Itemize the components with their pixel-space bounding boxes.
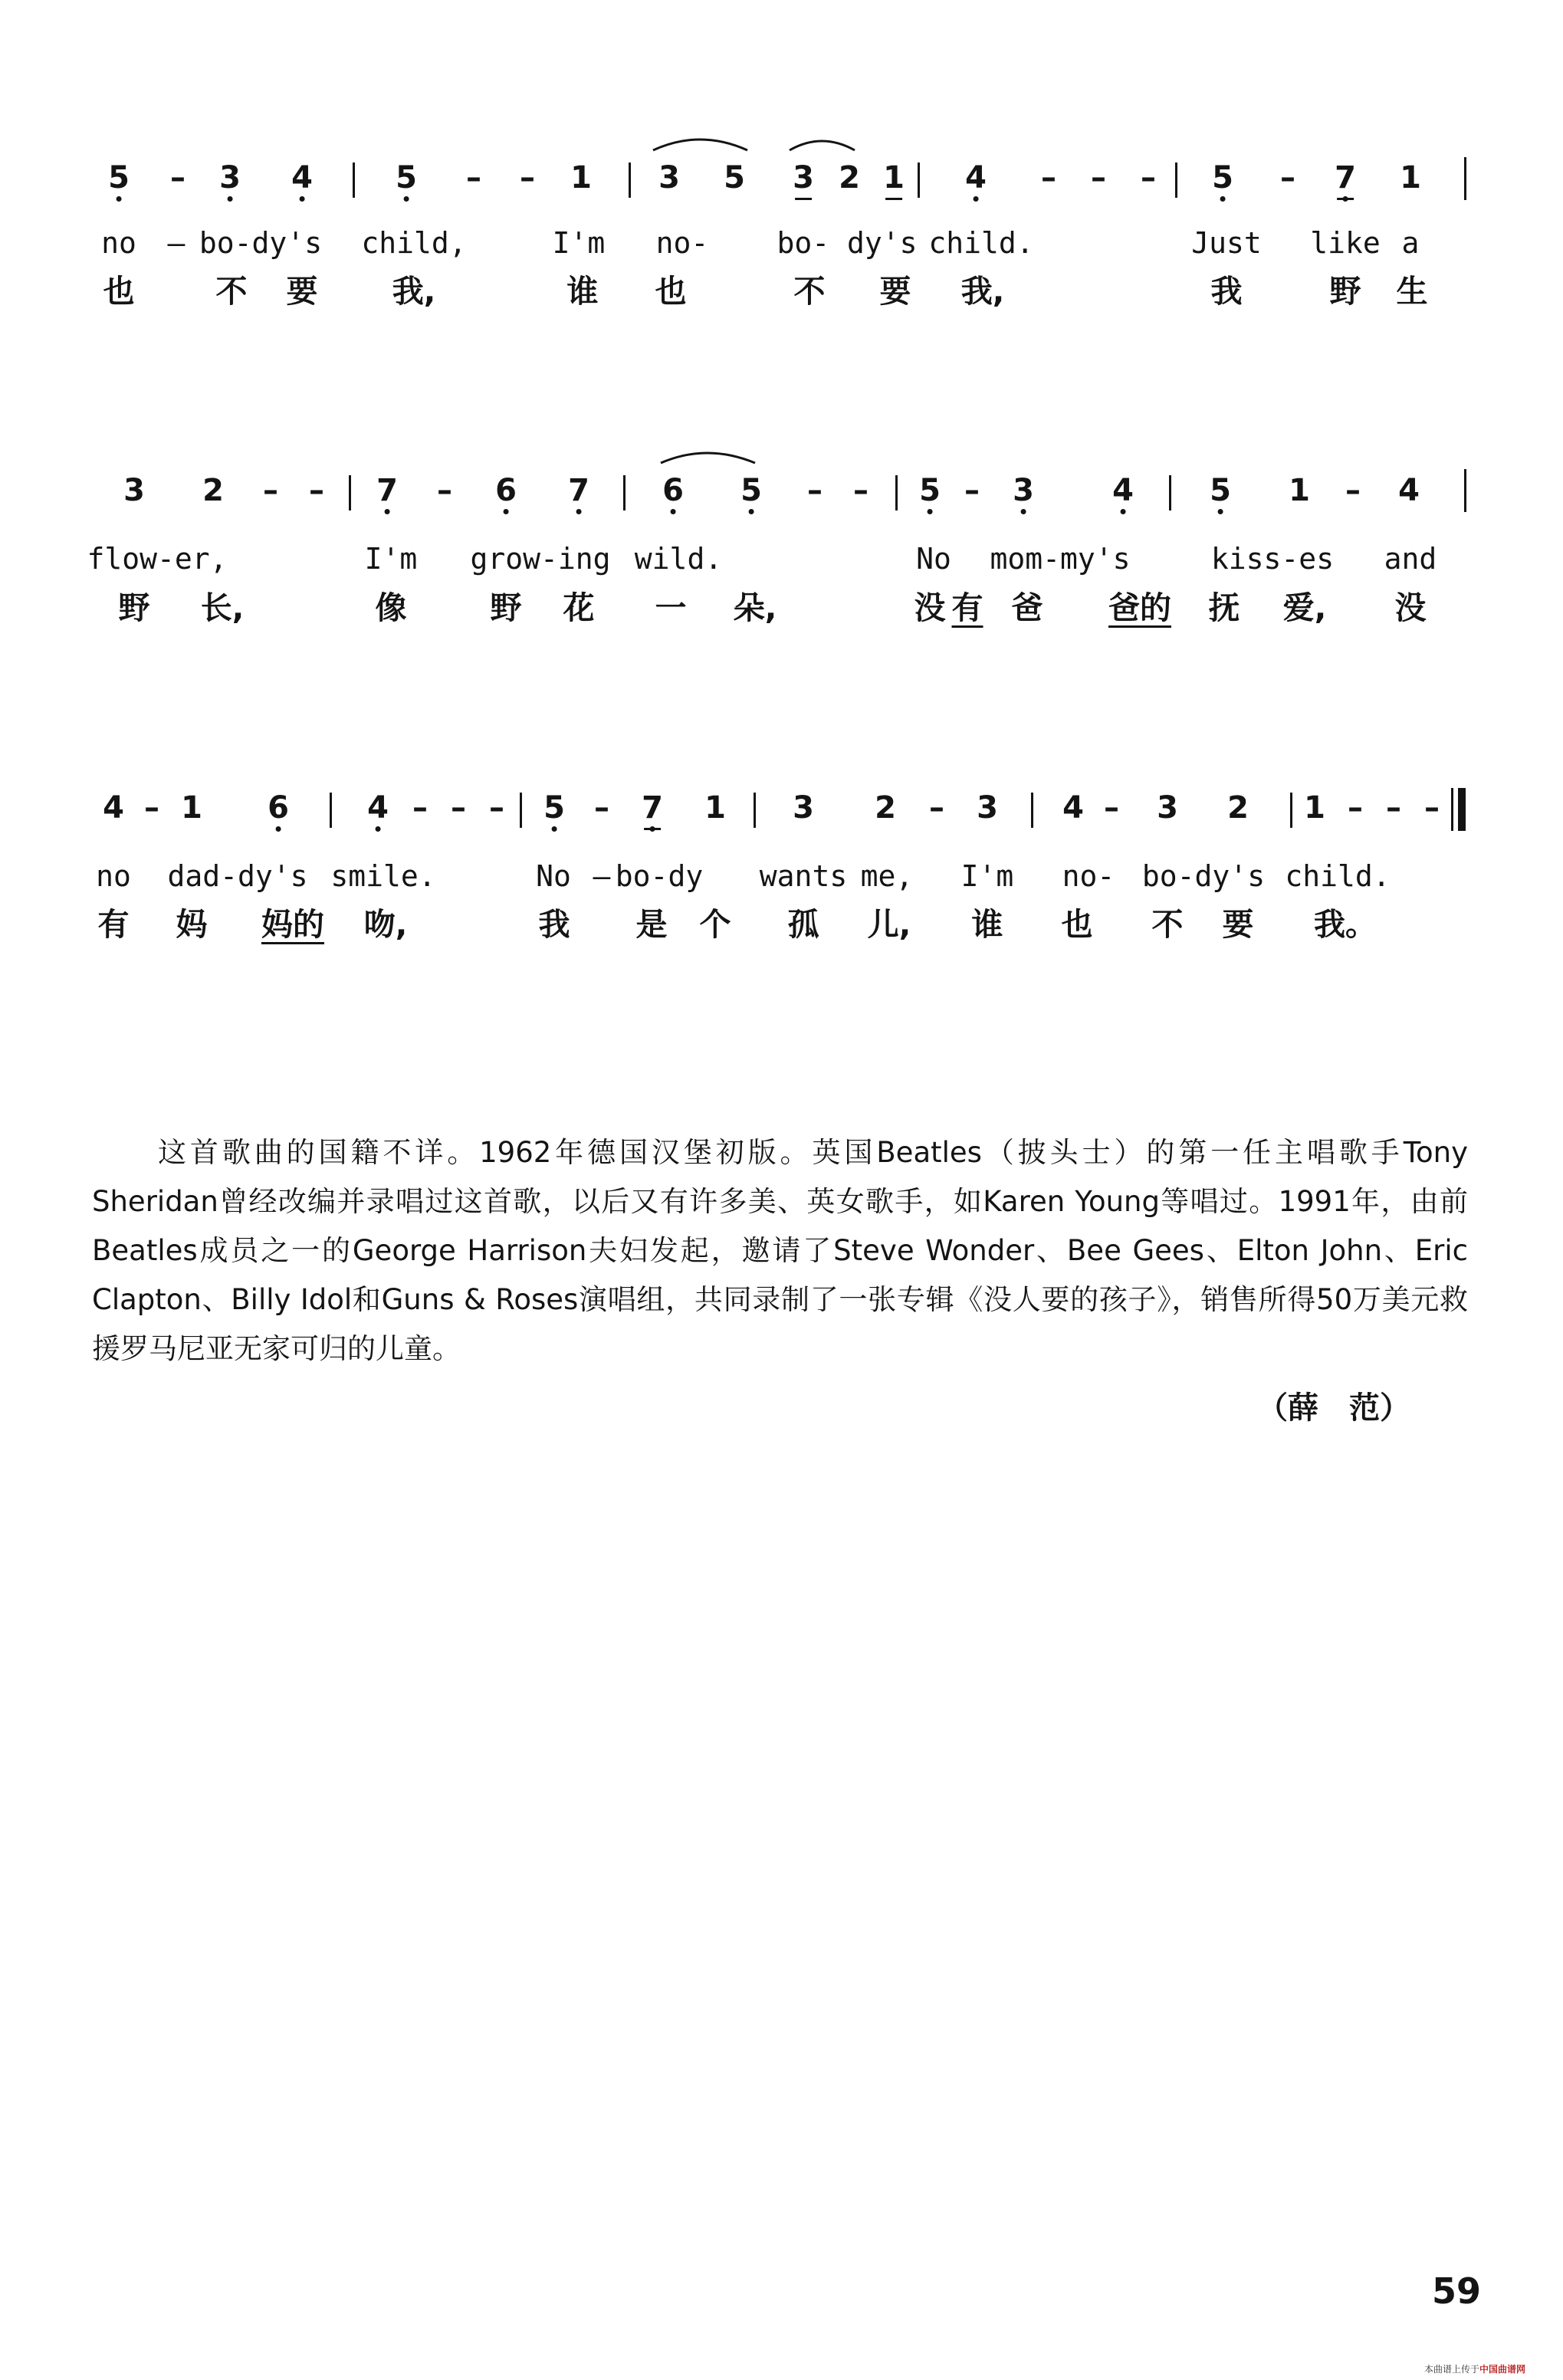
chinese-lyric: 吻,: [363, 906, 408, 943]
dash-mark: –: [1280, 160, 1295, 195]
note-number: 4: [103, 790, 124, 826]
english-lyric: Just: [1191, 226, 1262, 260]
english-lyric: smile.: [330, 859, 436, 893]
author-credit: （薛 范）: [1257, 1390, 1410, 1426]
note-number: 3: [977, 790, 998, 826]
english-lyric: bo-dy: [615, 859, 704, 893]
dash-mark: –: [489, 790, 504, 826]
english-lyric: and: [1384, 542, 1437, 576]
chinese-lyric: 不: [215, 273, 248, 310]
note-number: 1: [704, 790, 726, 826]
chinese-lyric: 我,: [392, 273, 436, 310]
note-number: 3: [793, 162, 814, 193]
dash-mark: –: [1091, 160, 1106, 195]
note-number: 7: [376, 475, 398, 506]
slur: [661, 453, 755, 463]
site-watermark: [1424, 2362, 1525, 2375]
chinese-lyric: 野: [1329, 273, 1361, 310]
watermark-brand: 中国曲谱网: [1479, 2364, 1526, 2375]
note-number: 4: [965, 162, 987, 193]
dash-mark: –: [309, 473, 324, 508]
note-number: 6: [268, 793, 289, 823]
dash-mark: –: [1386, 790, 1401, 826]
english-lyric: I'm: [364, 542, 418, 576]
chinese-lyric: 个: [699, 906, 731, 943]
note-number: 4: [1062, 790, 1084, 826]
note-number: 3: [1157, 790, 1178, 826]
chinese-lyric: 不: [793, 273, 826, 310]
chinese-lyric: 要: [286, 273, 318, 310]
dash-mark: –: [437, 473, 452, 508]
note-number: 5: [1212, 162, 1233, 193]
dash-mark: –: [1104, 790, 1119, 826]
english-lyric: dad-dy's: [167, 859, 308, 893]
chinese-lyric: 我,: [960, 273, 1005, 310]
english-lyric: I'm: [552, 226, 606, 260]
chinese-lyric: 朵,: [733, 589, 777, 626]
chinese-lyric: 没: [1394, 589, 1427, 626]
note-number: 7: [642, 793, 663, 823]
note-number: 7: [568, 475, 589, 506]
dash-mark: –: [520, 160, 535, 195]
dash-mark: –: [853, 473, 869, 508]
watermark-prefix: 本曲谱上传于: [1424, 2364, 1480, 2375]
english-lyric: flow-er,: [87, 542, 228, 576]
chinese-lyric: 谁: [971, 906, 1003, 943]
note-number: 1: [1400, 160, 1421, 195]
note-number: 5: [919, 475, 941, 506]
chinese-lyric: 像: [375, 589, 407, 626]
dash-mark: –: [1424, 790, 1440, 826]
english-lyric: a: [1401, 226, 1420, 260]
chinese-lyric: 野: [490, 589, 522, 626]
english-lyric: no-: [1062, 859, 1115, 893]
chinese-lyric: 孤: [787, 906, 819, 943]
note-number: 5: [740, 475, 762, 506]
dash-mark: –: [170, 160, 186, 195]
annotation-text: 这首歌曲的国籍不详。1962年德国汉堡初版。英国Beatles（披头士）的第一任主唱歌手Tony Sheridan曾经改编并录唱过这首歌，以后又有许多美、英女歌手，如Karen Young等唱过。1991年，由前Beatles成员之一的George Harrison夫妇发起，邀请了Steve Wonder、Bee Gees、Elton John、Eric Clapton、Billy Idol和Guns & Roses演唱组，共同录制了一张专辑《没人要的孩子》，销售所得50万美元救援罗马尼亚无家可归的儿童。: [92, 1136, 1468, 1365]
chinese-lyric: 要: [879, 273, 911, 310]
dash-mark: –: [144, 790, 159, 826]
english-lyric: kiss-es: [1210, 542, 1335, 576]
chinese-lyric: 我: [1210, 273, 1243, 310]
english-lyric: no: [96, 859, 131, 893]
chinese-lyric: 谁: [566, 273, 599, 310]
chinese-lyric: 爱,: [1282, 589, 1327, 626]
note-number: 1: [883, 162, 905, 193]
note-number: 3: [219, 162, 241, 193]
english-lyric: bo- dy's: [777, 226, 918, 260]
note-number: 4: [1112, 475, 1134, 506]
note-number: 3: [123, 473, 145, 508]
chinese-lyric: 有: [951, 589, 983, 626]
english-lyric: I'm: [960, 859, 1014, 893]
dash-mark: –: [451, 790, 466, 826]
english-lyric: No: [536, 859, 571, 893]
note-number: 6: [662, 475, 684, 506]
dash-mark: –: [1348, 790, 1363, 826]
note-number: 1: [1304, 790, 1325, 826]
chinese-lyric: 也: [103, 273, 135, 310]
english-lyric: wild.: [634, 542, 723, 576]
english-lyric: –: [167, 226, 186, 260]
english-lyric: child,: [361, 226, 467, 260]
english-lyric: grow-ing: [470, 542, 611, 576]
page-number: 59: [1432, 2270, 1482, 2312]
dash-mark: –: [1141, 160, 1156, 195]
english-lyric: mom-my's: [990, 542, 1131, 576]
slur: [653, 140, 747, 150]
note-number: 4: [1398, 473, 1420, 508]
note-number: 2: [875, 790, 896, 826]
english-lyric: child.: [928, 226, 1034, 260]
chinese-lyric: 爸: [1011, 589, 1043, 626]
note-number: 5: [1210, 475, 1231, 506]
note-number: 4: [367, 793, 389, 823]
dash-mark: –: [1041, 160, 1056, 195]
chinese-lyric: 也: [655, 273, 687, 310]
note-number: 4: [291, 162, 313, 193]
chinese-lyric: 一: [655, 589, 687, 626]
dash-mark: –: [466, 160, 481, 195]
annotation-paragraph: [92, 1128, 1468, 1374]
note-number: 1: [181, 790, 202, 826]
english-lyric: like: [1310, 226, 1381, 260]
dash-mark: –: [594, 790, 609, 826]
dash-mark: –: [263, 473, 278, 508]
english-lyric: no-: [655, 226, 709, 260]
english-lyric: child.: [1285, 859, 1391, 893]
note-number: 2: [202, 473, 224, 508]
chinese-lyric: 也: [1061, 906, 1093, 943]
english-lyric: wants: [759, 859, 848, 893]
note-number: 5: [396, 162, 417, 193]
english-lyric: No: [916, 542, 951, 576]
chinese-lyric: 花: [563, 589, 595, 626]
chinese-lyric: 有: [97, 906, 130, 943]
english-lyric: me,: [860, 859, 914, 893]
note-number: 5: [108, 162, 130, 193]
chinese-lyric: 抚: [1208, 589, 1240, 626]
chinese-lyric: 是: [635, 906, 668, 943]
english-lyric: no: [101, 226, 136, 260]
slur-marks: [0, 0, 1563, 920]
chinese-lyric: 不: [1151, 906, 1184, 943]
chinese-lyric: 生: [1396, 273, 1428, 310]
note-number: 2: [1227, 790, 1249, 826]
chinese-lyric: 野: [118, 589, 150, 626]
english-lyric: bo-dy's: [199, 226, 323, 260]
chinese-lyric: 要: [1222, 906, 1254, 943]
chinese-lyric: 儿,: [867, 906, 911, 943]
note-number: 5: [724, 160, 745, 195]
chinese-lyric: 长,: [200, 589, 245, 626]
chinese-lyric: 妈: [176, 906, 208, 943]
note-number: 7: [1335, 162, 1356, 193]
chinese-lyric: 我。: [1314, 906, 1377, 943]
dash-mark: –: [1345, 473, 1361, 508]
slur: [790, 141, 855, 150]
english-lyric: bo-dy's: [1141, 859, 1266, 893]
dash-mark: –: [412, 790, 428, 826]
note-number: 6: [495, 475, 517, 506]
note-number: 1: [570, 160, 592, 195]
note-number: 3: [793, 790, 814, 826]
chinese-lyric: 我: [538, 906, 570, 943]
chinese-lyric: 妈的: [261, 906, 324, 943]
note-number: 3: [658, 160, 680, 195]
note-number: 2: [839, 160, 860, 195]
note-number: 3: [1013, 475, 1034, 506]
dash-mark: –: [964, 473, 980, 508]
note-number: 1: [1289, 473, 1310, 508]
note-number: 5: [543, 793, 565, 823]
chinese-lyric: 爸的: [1108, 589, 1171, 626]
english-lyric: –: [593, 859, 611, 893]
chinese-lyric: 没: [914, 589, 946, 626]
dash-mark: –: [929, 790, 944, 826]
dash-mark: –: [807, 473, 823, 508]
